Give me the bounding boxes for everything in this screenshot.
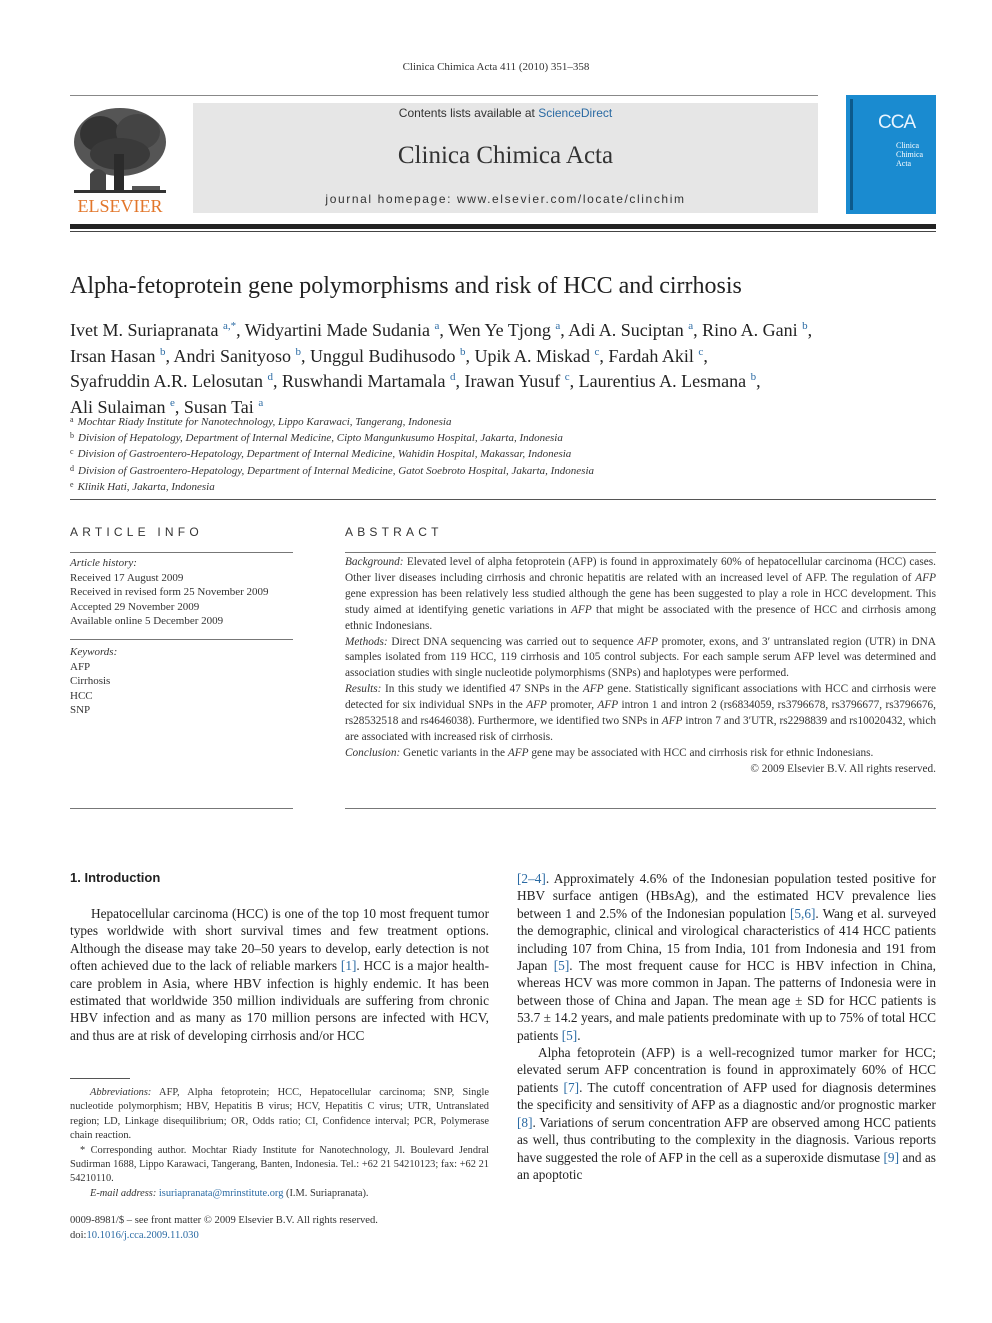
journal-cover[interactable] <box>846 95 936 214</box>
cover-title-line: Chimica <box>896 150 924 159</box>
contents-line <box>193 106 818 120</box>
author: Fardah Akil $^c$, <box>608 345 708 366</box>
footnote-email: E-mail address: isuriapranata@mrinstitute.org (I.M. Suriapranata). <box>90 1187 369 1199</box>
info-rule <box>70 552 293 553</box>
email-link[interactable]: isuriapranata@mrinstitute.org <box>158 1187 284 1199</box>
homepage-url[interactable]: www.elsevier.com/locate/clinchim <box>456 192 686 206</box>
author: Upik A. Miskad $^c$, <box>474 345 609 366</box>
homepage-prefix: journal homepage: <box>325 192 457 206</box>
footnote-corresponding: * Corresponding author. Mochtar Riady Institute for Nanotechnology, Jl. Boulevard Jendral Sudirman 1688, Lippo Karawaci, Tangerang, Banten, Indonesia. Tel.: +62 21 54210123; fax: +62 21 54210110. <box>70 1144 489 1185</box>
journal-homepage <box>193 192 818 206</box>
author: Adi A. Suciptan $^a$, <box>568 320 703 340</box>
elsevier-logo-text: ELSEVIER <box>77 196 163 216</box>
history-item: Accepted 29 November 2009 <box>70 600 200 613</box>
author: Irsan Hasan $^b$, <box>70 345 174 366</box>
author: Andri Sanityoso $^b$, <box>173 345 310 366</box>
article-title: Alpha-fetoprotein gene polymorphisms and risk of HCC and cirrhosis <box>70 273 742 299</box>
footnote-rule <box>70 1078 130 1079</box>
doi-line: doi:10.1016/j.cca.2009.11.030 <box>70 1229 199 1241</box>
affiliation-list <box>70 413 936 494</box>
abstract-copyright: © 2009 Elsevier B.V. All rights reserved. <box>750 762 936 775</box>
affiliation: $^e$ Klinik Hati, Jakarta, Indonesia <box>70 479 215 493</box>
issn-line: 0009-8981/$ – see front matter © 2009 Elsevier B.V. All rights reserved. <box>70 1215 378 1226</box>
elsevier-logo[interactable] <box>70 104 170 216</box>
doi-link[interactable]: 10.1016/j.cca.2009.11.030 <box>86 1229 199 1241</box>
author: Widyartini Made Sudania $^a$, <box>244 320 449 340</box>
footnote-abbreviations: Abbreviations: AFP, Alpha fetoprotein; HCC, Hepatocellular carcinoma; SNP, Single nucleotide polymorphism; HBV, Hepatitis B virus; HCV, Hepatitis C virus; UTR, Untranslated region; LD, Linkage disequilibrium; OR, Odds ratio; CI, Confidence interval; PCR, Polymerase chain reaction. <box>70 1087 489 1142</box>
abstract-methods: Methods: Direct DNA sequencing was carried out to sequence AFP promoter, exons, and 3′ untranslated region (UTR) in DNA samples isolated from 119 HCC, 119 cirrhosis and 105 control subjects. For each sample serum AFP level was determined and association studies with single nucleotide polymorphisms (SNPs) and haplotypes were performed. <box>345 635 936 680</box>
journal-title: Clinica Chimica Acta <box>397 142 614 169</box>
author: Laurentius A. Lesmana $^b$, <box>578 371 761 391</box>
history-item: Available online 5 December 2009 <box>70 615 224 627</box>
abstract-heading: ABSTRACT <box>345 525 443 539</box>
header-divider <box>70 95 818 96</box>
history-item: Received 17 August 2009 <box>70 571 184 584</box>
author: Ali Sulaiman $^e$, <box>70 396 184 417</box>
intro-paragraph: Alpha fetoprotein (AFP) is a well-recognized tumor marker for HCC; elevated serum AFP concentration is found in approximately 60% of HCC patients [7]. The cutoff concentration of AFP used for diagnosis determines the specificity and sensitivity of AFP as a diagnostic and/or prognostic marker [8]. Variations of serum concentration AFP are observed among HCC patients as well, thus contributing to the complexity in the diagnosis. Various reports have suggested the role of AFP in the cell as a superoxide dismutase [9] and as an apoptotic <box>517 1045 937 1182</box>
footnotes <box>70 1086 489 1201</box>
author: Syafruddin A.R. Lelosutan $^d$, <box>70 371 282 391</box>
abstract-body <box>345 555 936 778</box>
cover-title <box>896 141 923 168</box>
citation-link[interactable]: [7] <box>563 1079 580 1095</box>
keywords <box>70 645 293 718</box>
intro-paragraph-cont: [2–4]. Approximately 4.6% of the Indonesian population tested positive for HBV surface antigen (HBsAg), and the estimated HCV prevalence lies between 1 and 2.5% of the Indonesian population [5,6]. Wang et al. surveyed the demographic, clinical and virological characteristics of 414 HCC patients including 107 from China, 15 from India, 101 from Indonesia and 191 from Japan [5]. The most frequent cause for HCC is HBV infection in China, whereas HCV was more common in Japan. The patterns of Indonesia were in between those of China and Japan. The mean age ± SD for HCC patients is 53.7 ± 14.2 years, and male patients predominate with up to 75% of total HCC patients [5]. <box>517 871 937 1043</box>
citation-link[interactable]: [1] <box>340 958 357 974</box>
abstract-rule <box>345 808 936 809</box>
article-history <box>70 556 293 629</box>
citation-link[interactable]: [2–4] <box>517 871 546 886</box>
history-label: Article history: <box>70 557 137 569</box>
cover-title-line: Clinica <box>896 141 920 150</box>
keyword: SNP <box>70 704 91 716</box>
info-rule <box>70 639 293 640</box>
citation-link[interactable]: [5] <box>553 958 570 974</box>
citation-link[interactable]: [8] <box>517 1114 533 1130</box>
affiliation: $^c$ Division of Gastroentero-Hepatology, Department of Internal Medicine, Wahidin Hospital, Makassar, Indonesia <box>70 447 572 461</box>
history-item: Received in revised form 25 November 2009 <box>70 586 269 598</box>
article-info-heading: ARTICLE INFO <box>70 525 203 539</box>
keyword: Cirrhosis <box>70 675 111 687</box>
keywords-label: Keywords: <box>70 646 118 658</box>
tree-icon <box>70 104 170 216</box>
sciencedirect-link[interactable]: ScienceDirect <box>538 106 613 120</box>
intro-column-right <box>517 870 936 1183</box>
author: Unggul Budihusodo $^b$, <box>310 345 475 366</box>
cover-stripe <box>850 99 853 210</box>
citation-link[interactable]: [5] <box>561 1027 578 1043</box>
abstract-conclusion: Conclusion: Genetic variants in the AFP gene may be associated with HCC and cirrhosis risk for ethnic Indonesians. <box>345 746 874 759</box>
journal-citation: Clinica Chimica Acta 411 (2010) 351–358 <box>402 61 590 73</box>
header-rule-thick <box>70 224 936 229</box>
abstract-rule <box>345 552 936 553</box>
affiliation: $^b$ Division of Hepatology, Department of Internal Medicine, Cipto Mangunkusumo Hospital, Jakarta, Indonesia <box>70 431 563 445</box>
keyword: AFP <box>70 660 91 673</box>
abstract-results: Results: In this study we identified 47 SNPs in the AFP gene. Statistically significant associations with HCC and cirrhosis were detected for six individual SNPs in the AFP promoter, AFP intron 1 and intron 2 (rs6834059, rs3796678, rs3796677, rs3796676, rs28532518 and rs4646038). Furthermore, we identified two SNPs in AFP intron 7 and 3′UTR, rs2298839 and rs10020432, which are associated with increased risk of cirrhosis. <box>345 683 936 743</box>
author: Irawan Yusuf $^c$, <box>464 371 579 391</box>
affiliation: $^a$ Mochtar Riady Institute for Nanotechnology, Lippo Karawaci, Tangerang, Indonesia <box>70 415 452 428</box>
intro-column-left <box>70 905 489 1044</box>
cover-title-line: Acta <box>896 159 912 168</box>
author: Ivet M. Suriapranata $^{a,*}$, <box>70 320 245 340</box>
affiliation: $^d$ Division of Gastroentero-Hepatology, Department of Internal Medicine, Gatot Soebroto Hospital, Jakarta, Indonesia <box>70 463 595 477</box>
cover-abbrev: CCA <box>878 112 916 133</box>
author: Ruswhandi Martamala $^d$, <box>281 371 465 391</box>
keyword: HCC <box>70 689 93 702</box>
author: Susan Tai $^a$ <box>183 396 264 417</box>
contents-prefix: Contents lists available at <box>398 106 539 120</box>
section-heading-introduction: 1. Introduction <box>70 870 161 885</box>
info-rule <box>70 808 293 809</box>
author: Wen Ye Tjong $^a$, <box>448 320 569 340</box>
header-rule-thin <box>70 231 936 232</box>
intro-paragraph: Hepatocellular carcinoma (HCC) is one of the top 10 most frequent tumor types worldwide with short survival times and few treatment options. Although the disease may take 20–50 years to develop, early detection is not often achieved due to the lack of reliable markers [1]. HCC is a major health-care problem in Asia, where HBV infection is highly endemic. It has been estimated that worldwide 350 million individuals are suffering from chronic HBV infection and as many as 170 million persons are infected with HCV, and thus are at risk of developing cirrhosis and/or HCC <box>70 906 490 1043</box>
section-divider <box>70 499 936 500</box>
front-matter <box>70 1214 489 1243</box>
abstract-background: Background: Elevated level of alpha fetoprotein (AFP) is found in approximately 60% of hepatocellular carcinoma (HCC) cases. Other liver diseases including cirrhosis and chronic hepatitis are related with an increased level of AFP. The regulation of AFP gene expression has been relatively less studied although the gene has been suggested to play a role in HCC development. This study aimed at identifying genetic variations in AFP that might be associated with the presence of HCC and cirrhosis among ethnic Indonesians. <box>345 556 936 632</box>
citation-link[interactable]: [9] <box>883 1149 900 1165</box>
citation-link[interactable]: [5,6] <box>789 905 816 921</box>
author-list <box>70 316 936 418</box>
author: Rino A. Gani $^b$, <box>702 320 813 340</box>
